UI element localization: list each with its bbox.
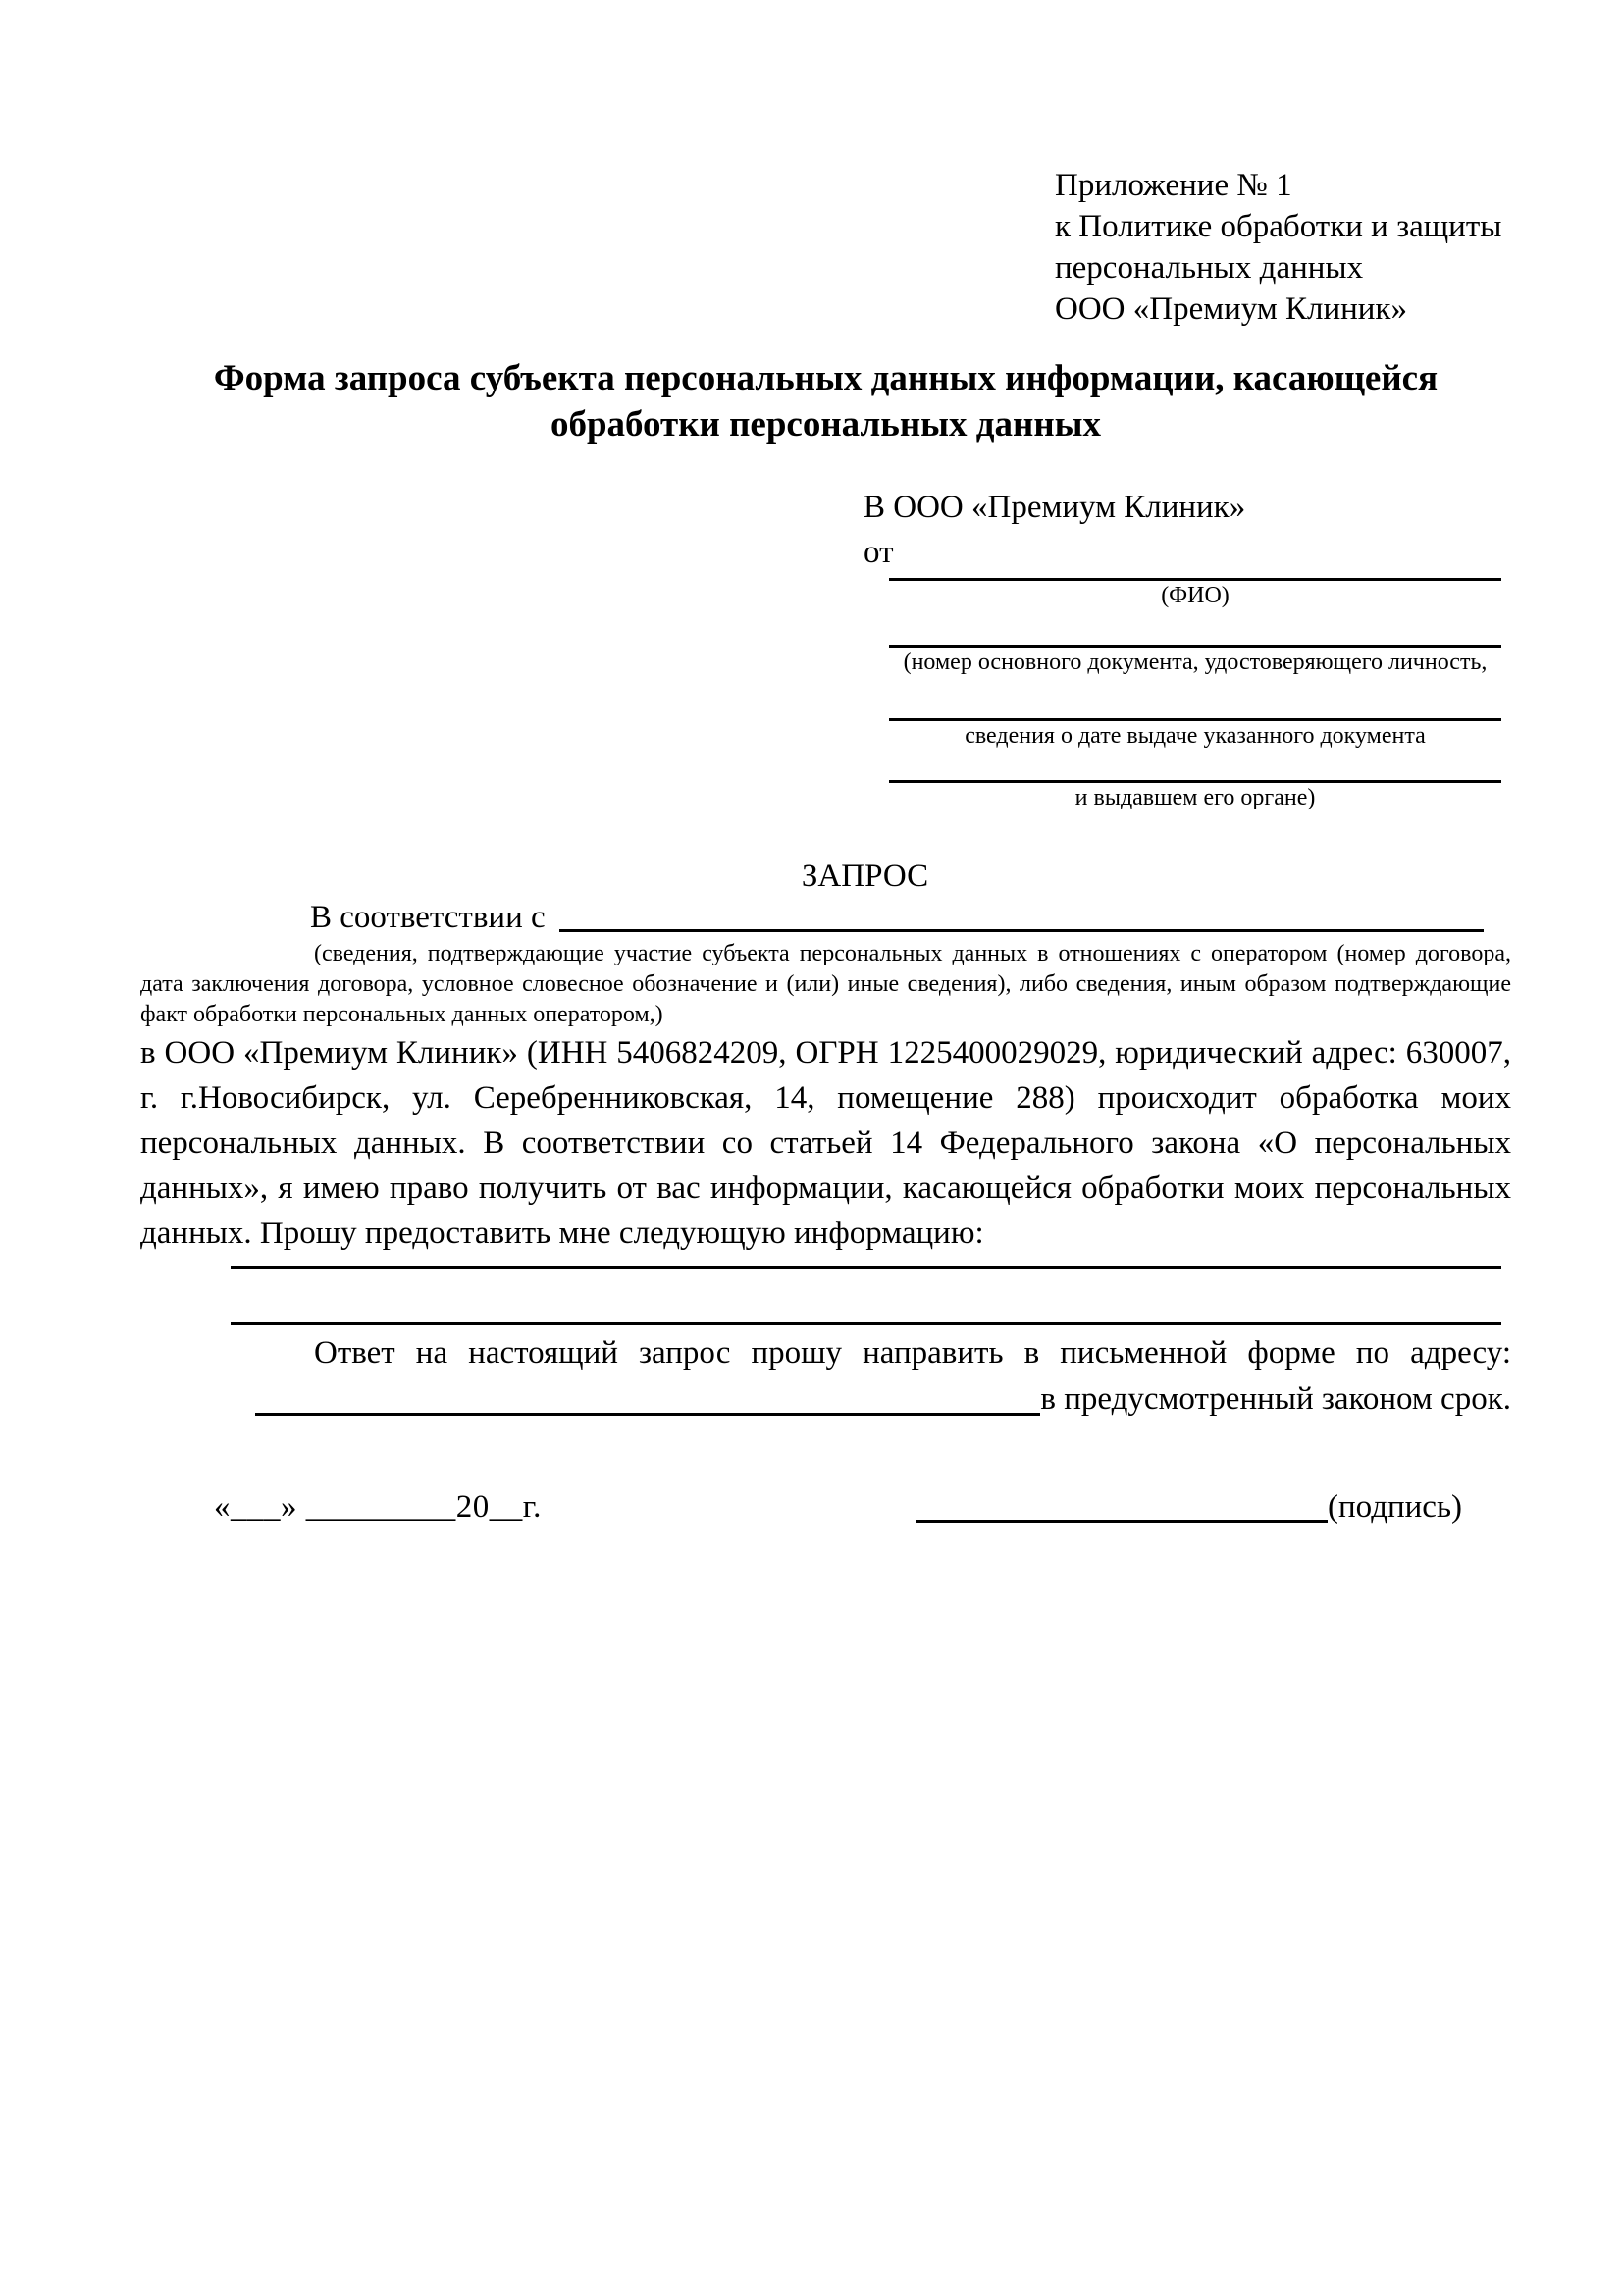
document-number-caption: (номер основного документа, удостоверяющего личность, xyxy=(903,650,1488,675)
body-paragraph: в ООО «Премиум Клиник» (ИНН 5406824209, ОГРН 1225400029029, юридический адрес: 630007, г. г.Новосибирск, ул. Серебренниковская, 14, помещение 288) происходит обработка моих персональных данных. В соответствии со статьей 14 Федерального закона «О персональных данных», я имею право получить от вас информации, касающейся обработки моих персональных данных. Прошу предоставить мне следующую информацию: xyxy=(140,1035,1511,1251)
signature-caption: (подпись) xyxy=(1328,1489,1462,1525)
requested-info-fill-line-1 xyxy=(231,1266,1501,1269)
reply-tail: в предусмотренный законом срок. xyxy=(1040,1382,1511,1417)
recipient-to: В ООО «Премиум Клиник» xyxy=(864,490,1246,525)
form-title: Форма запроса субъекта персональных данных информации, касающейся обработки персональных данных xyxy=(213,358,1439,444)
recipient-block xyxy=(864,485,1501,812)
document-number-fill-line xyxy=(889,610,1501,648)
intro-label: В соответствии с xyxy=(310,900,546,935)
signature-group xyxy=(916,1485,1462,1530)
signature-row xyxy=(140,1485,1511,1530)
footnote: (сведения, подтверждающие участие субъекта персональных данных в отношениях с оператором (номер договора, дата заключения договора, условное словесное обозначение и (или) иные сведения), либо сведения, иным образом подтверждающие факт обработки персональных данных оператором,) xyxy=(140,941,1511,1027)
issue-date-caption: сведения о дате выдаче указанного документа xyxy=(965,723,1426,749)
address-fill-line xyxy=(255,1413,1040,1416)
issue-date-fill-line xyxy=(889,677,1501,721)
requested-info-fill-line-2 xyxy=(231,1322,1501,1325)
request-heading: ЗАПРОС xyxy=(801,859,929,894)
issuing-authority-fill-line xyxy=(889,751,1501,783)
recipient-from-label: от xyxy=(864,535,894,570)
reply-sentence: Ответ на настоящий запрос прошу направить в письменной форме по адресу: xyxy=(314,1335,1511,1371)
signature-fill-line xyxy=(916,1520,1328,1523)
fio-caption: (ФИО) xyxy=(1161,583,1230,608)
issuing-authority-caption: и выдавшем его органе) xyxy=(1074,785,1316,810)
appendix-header xyxy=(1055,165,1511,330)
appendix-line: Приложение № 1 xyxy=(1055,168,1292,203)
recipient-fields xyxy=(864,575,1501,812)
reply-address-line xyxy=(140,1377,1511,1423)
date-line: «___» _________20__г. xyxy=(214,1489,542,1525)
basis-fill-line xyxy=(559,929,1484,932)
appendix-line: ООО «Премиум Клиник» xyxy=(1055,291,1407,327)
intro-line xyxy=(140,896,1511,939)
appendix-line: к Политике обработки и защиты xyxy=(1055,209,1502,244)
appendix-line: персональных данных xyxy=(1055,250,1364,286)
